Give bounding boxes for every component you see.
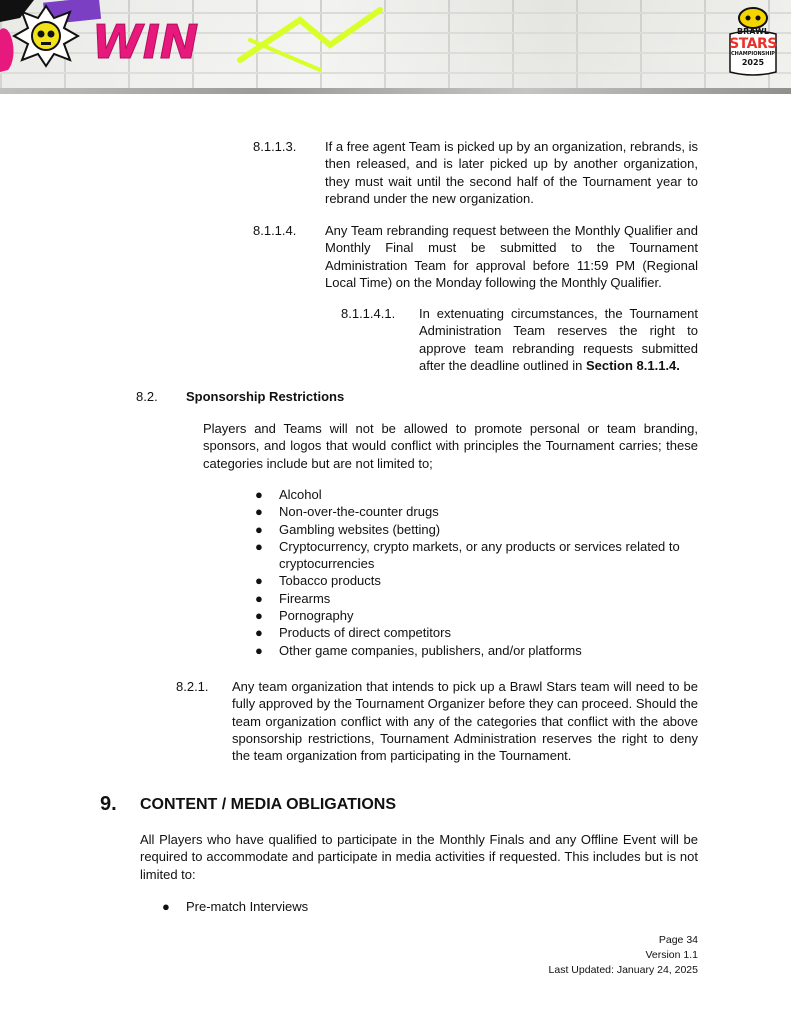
bullet-icon: ●	[255, 642, 263, 658]
bullet-icon: ●	[162, 899, 170, 914]
logo-line-3: CHAMPIONSHIP	[731, 51, 775, 57]
bullet-icon: ●	[255, 573, 263, 589]
skull-burst-icon	[14, 6, 78, 66]
list-item	[255, 486, 699, 503]
logo-line-1: BRAWL	[736, 27, 769, 36]
section-intro: All Players who have qualified to participate in the Monthly Finals and any Offline Event will be required to accommodate and participate in media activities if requested. This includes but is not limited to:	[140, 832, 698, 882]
bullet-icon: ●	[255, 608, 263, 624]
clause-text: If a free agent Team is picked up by an organization, rebrands, is then released, and is later picked up by another organization, they must wait until the second half of the Tournament year to rebrand under the new organization.	[325, 139, 698, 206]
list-item-text: Non-over-the-counter drugs	[279, 504, 439, 520]
bullet-icon: ●	[255, 521, 263, 537]
clause-number: 8.1.1.3.	[253, 139, 297, 154]
clause-number: 8.2.1.	[176, 679, 209, 694]
bullet-icon: ●	[255, 625, 263, 641]
list-item	[255, 572, 699, 589]
last-updated: Last Updated: January 24, 2025	[548, 964, 698, 976]
list-item-text: Gambling websites (betting)	[279, 521, 441, 537]
logo-line-2: STARS	[729, 36, 777, 52]
clause-text: Any team organization that intends to pick up a Brawl Stars team will need to be fully approved by the Tournament Organizer before they can proceed. Should the team organization conflict with any of the categories that conflict with the above sponsorship restrictions, Tournament Administration reserves the right to deny the team organization from participating in the Tournament.	[232, 679, 698, 764]
logo-line-4: 2025	[741, 58, 765, 67]
list-item	[255, 503, 699, 520]
list-item-text: Firearms	[279, 590, 331, 606]
banner-edge	[0, 88, 791, 94]
list-item-text: Alcohol	[279, 487, 322, 502]
clause-number: 8.1.1.4.1.	[341, 306, 396, 321]
clause-text	[419, 305, 698, 374]
subsection-title: Sponsorship Restrictions	[186, 389, 345, 404]
list-item	[255, 521, 699, 538]
list-item	[255, 642, 699, 659]
graffiti-art	[0, 0, 791, 94]
clause-body: In extenuating circumstances, the Tournament Administration Team reserves the right to approve team rebranding requests submitted after the deadline outlined in	[419, 306, 698, 373]
restricted-categories-list	[255, 486, 699, 659]
clause-number: 8.1.1.4.	[253, 223, 297, 238]
graffiti-text: WIN	[92, 15, 199, 69]
subsection-intro: Players and Teams will not be allowed to promote personal or team branding, sponsors, and logos that would conflict with principles the Tournament carries; these categories include but are not limited to;	[203, 421, 698, 471]
bullet-icon: ●	[255, 504, 263, 520]
list-item-text: Pre-match Interviews	[186, 899, 309, 914]
list-item-text: Pornography	[279, 608, 354, 624]
bullet-icon: ●	[255, 487, 263, 502]
brawl-stars-championship-logo	[726, 6, 780, 76]
subsection-number: 8.2.	[136, 389, 158, 404]
list-item-text: Cryptocurrency, crypto markets, or any products or services related to cryptocurrencies	[279, 538, 680, 572]
bullet-icon: ●	[255, 590, 263, 606]
section-reference: Section 8.1.1.4.	[585, 357, 680, 373]
list-item	[255, 624, 699, 641]
section-title: CONTENT / MEDIA OBLIGATIONS	[140, 796, 396, 813]
section-number: 9.	[100, 793, 117, 815]
document-version: Version 1.1	[645, 949, 698, 961]
list-item-text: Products of direct competitors	[279, 625, 451, 641]
bullet-icon: ●	[255, 538, 263, 554]
list-item-text: Other game companies, publishers, and/or platforms	[279, 642, 582, 658]
page-number: Page 34	[658, 934, 698, 946]
list-item	[255, 538, 699, 573]
list-item	[255, 590, 699, 607]
clause-text: Any Team rebranding request between the Monthly Qualifier and Monthly Final must be submitted to the Tournament Administration Team for approval before 11:59 PM (Regional Local Time) on the Monday following the Monthly Qualifier.	[325, 223, 698, 290]
list-item	[162, 898, 686, 915]
list-item-text: Tobacco products	[279, 573, 381, 589]
list-item	[255, 607, 699, 624]
media-activities-list	[162, 898, 686, 915]
header-banner	[0, 0, 791, 94]
